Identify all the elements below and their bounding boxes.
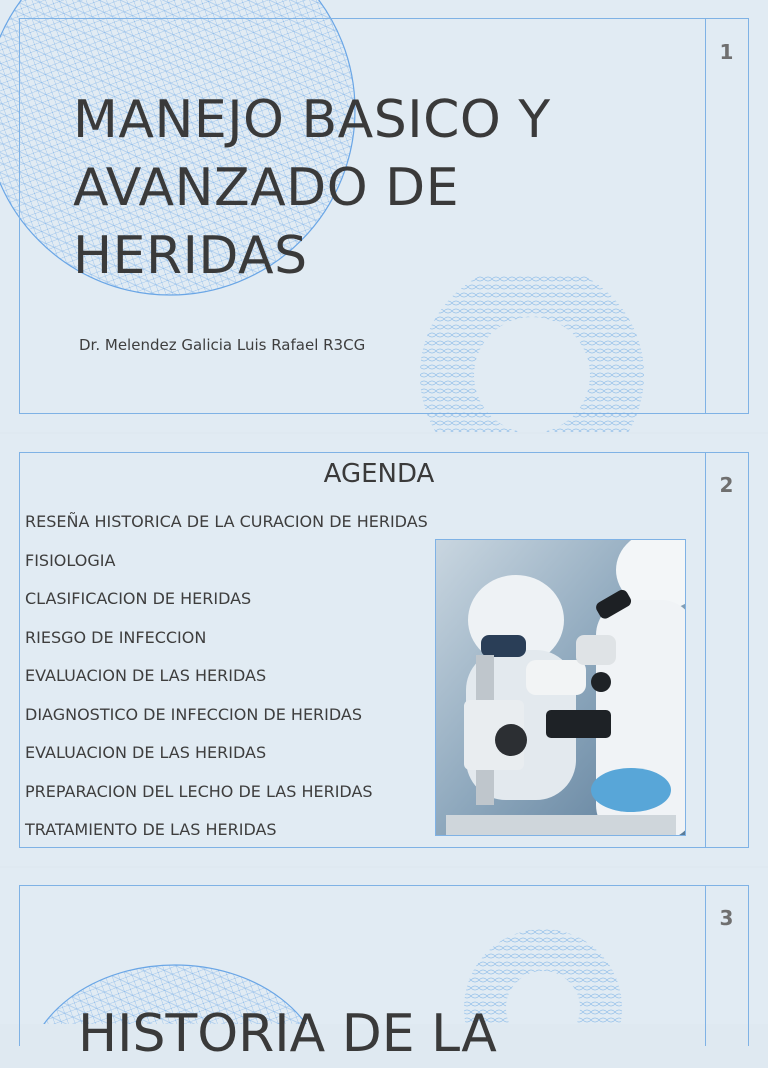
agenda-item: PREPARACION DEL LECHO DE LAS HERIDAS — [25, 781, 373, 801]
slide-3-title: HISTORIA DE LA — [78, 1004, 497, 1064]
slide-3-number: 3 — [719, 906, 734, 930]
agenda-title: AGENDA — [323, 459, 435, 489]
slide-1-side-panel — [705, 18, 749, 414]
slide-2-side-panel — [705, 452, 749, 848]
agenda-item: EVALUACION DE LAS HERIDAS — [25, 743, 267, 762]
agenda-item: TRATAMIENTO DE LAS HERIDAS — [25, 820, 277, 839]
agenda-item: DIAGNOSTICO DE INFECCION DE HERIDAS — [25, 704, 363, 724]
agenda-item: FISIOLOGIA — [25, 550, 116, 570]
agenda-item: EVALUACION DE LAS HERIDAS — [25, 666, 267, 685]
slide-1-number: 1 — [719, 40, 734, 64]
slide-1-title: MANEJO BASICO Y AVANZADO DE HERIDAS — [73, 90, 551, 286]
agenda-item: RIESGO DE INFECCION — [25, 627, 207, 647]
agenda-list — [25, 511, 428, 858]
microscope-illustration — [436, 540, 685, 835]
slide-2-number: 2 — [719, 473, 734, 497]
slide-1-author: Dr. Melendez Galicia Luis Rafael R3CG — [79, 336, 366, 354]
laboratory-microscope-photo — [435, 539, 686, 836]
agenda-item: RESEÑA HISTORICA DE LA CURACION DE HERIDAS — [25, 512, 428, 531]
agenda-item: CLASIFICACION DE HERIDAS — [25, 589, 252, 608]
